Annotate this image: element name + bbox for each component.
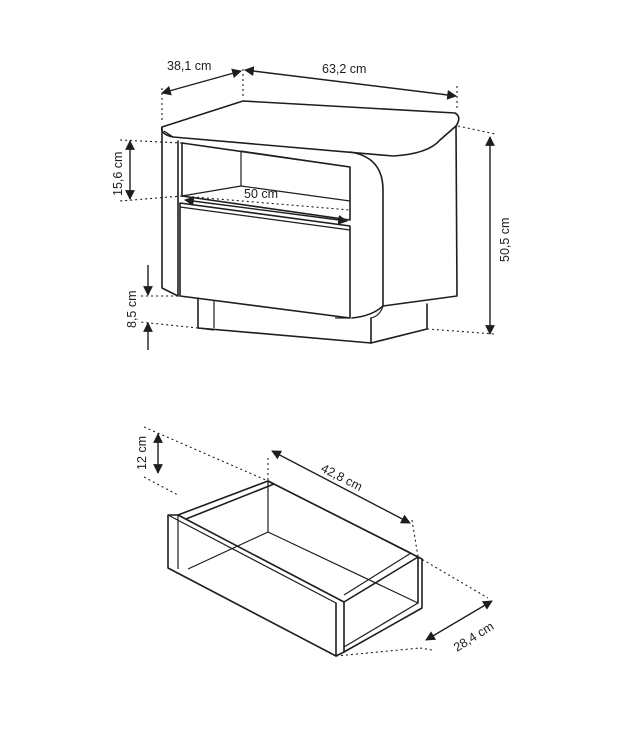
nightstand-left-side — [162, 127, 178, 296]
nightstand-right-front-curve — [350, 152, 383, 318]
drawer-front-panel — [168, 515, 344, 656]
width-label: 63,2 cm — [322, 62, 367, 76]
drawer-right-side — [344, 557, 418, 602]
drawer-left-side — [178, 481, 274, 519]
drawer-depth-label: 28,4 cm — [451, 619, 497, 655]
drawer-height-label: 12 cm — [135, 435, 149, 470]
shelf-height-label: 15,6 cm — [111, 151, 125, 196]
drawer-length-label: 42,8 cm — [318, 461, 365, 494]
drawer-length-dimension-arrow — [272, 451, 410, 523]
shelf-width-label: 50 cm — [244, 187, 279, 201]
nightstand-drawing — [111, 59, 512, 350]
depth-label: 38,1 cm — [167, 59, 212, 73]
drawer-drawing — [135, 427, 496, 656]
depth-dimension-arrow — [162, 71, 241, 93]
nightstand-drawer-front — [180, 203, 350, 318]
height-label: 50,5 cm — [498, 217, 512, 262]
plinth-height-label: 8,5 cm — [125, 290, 139, 328]
nightstand-plinth — [198, 298, 371, 343]
nightstand-top — [162, 101, 459, 156]
nightstand-right-side — [383, 126, 457, 306]
